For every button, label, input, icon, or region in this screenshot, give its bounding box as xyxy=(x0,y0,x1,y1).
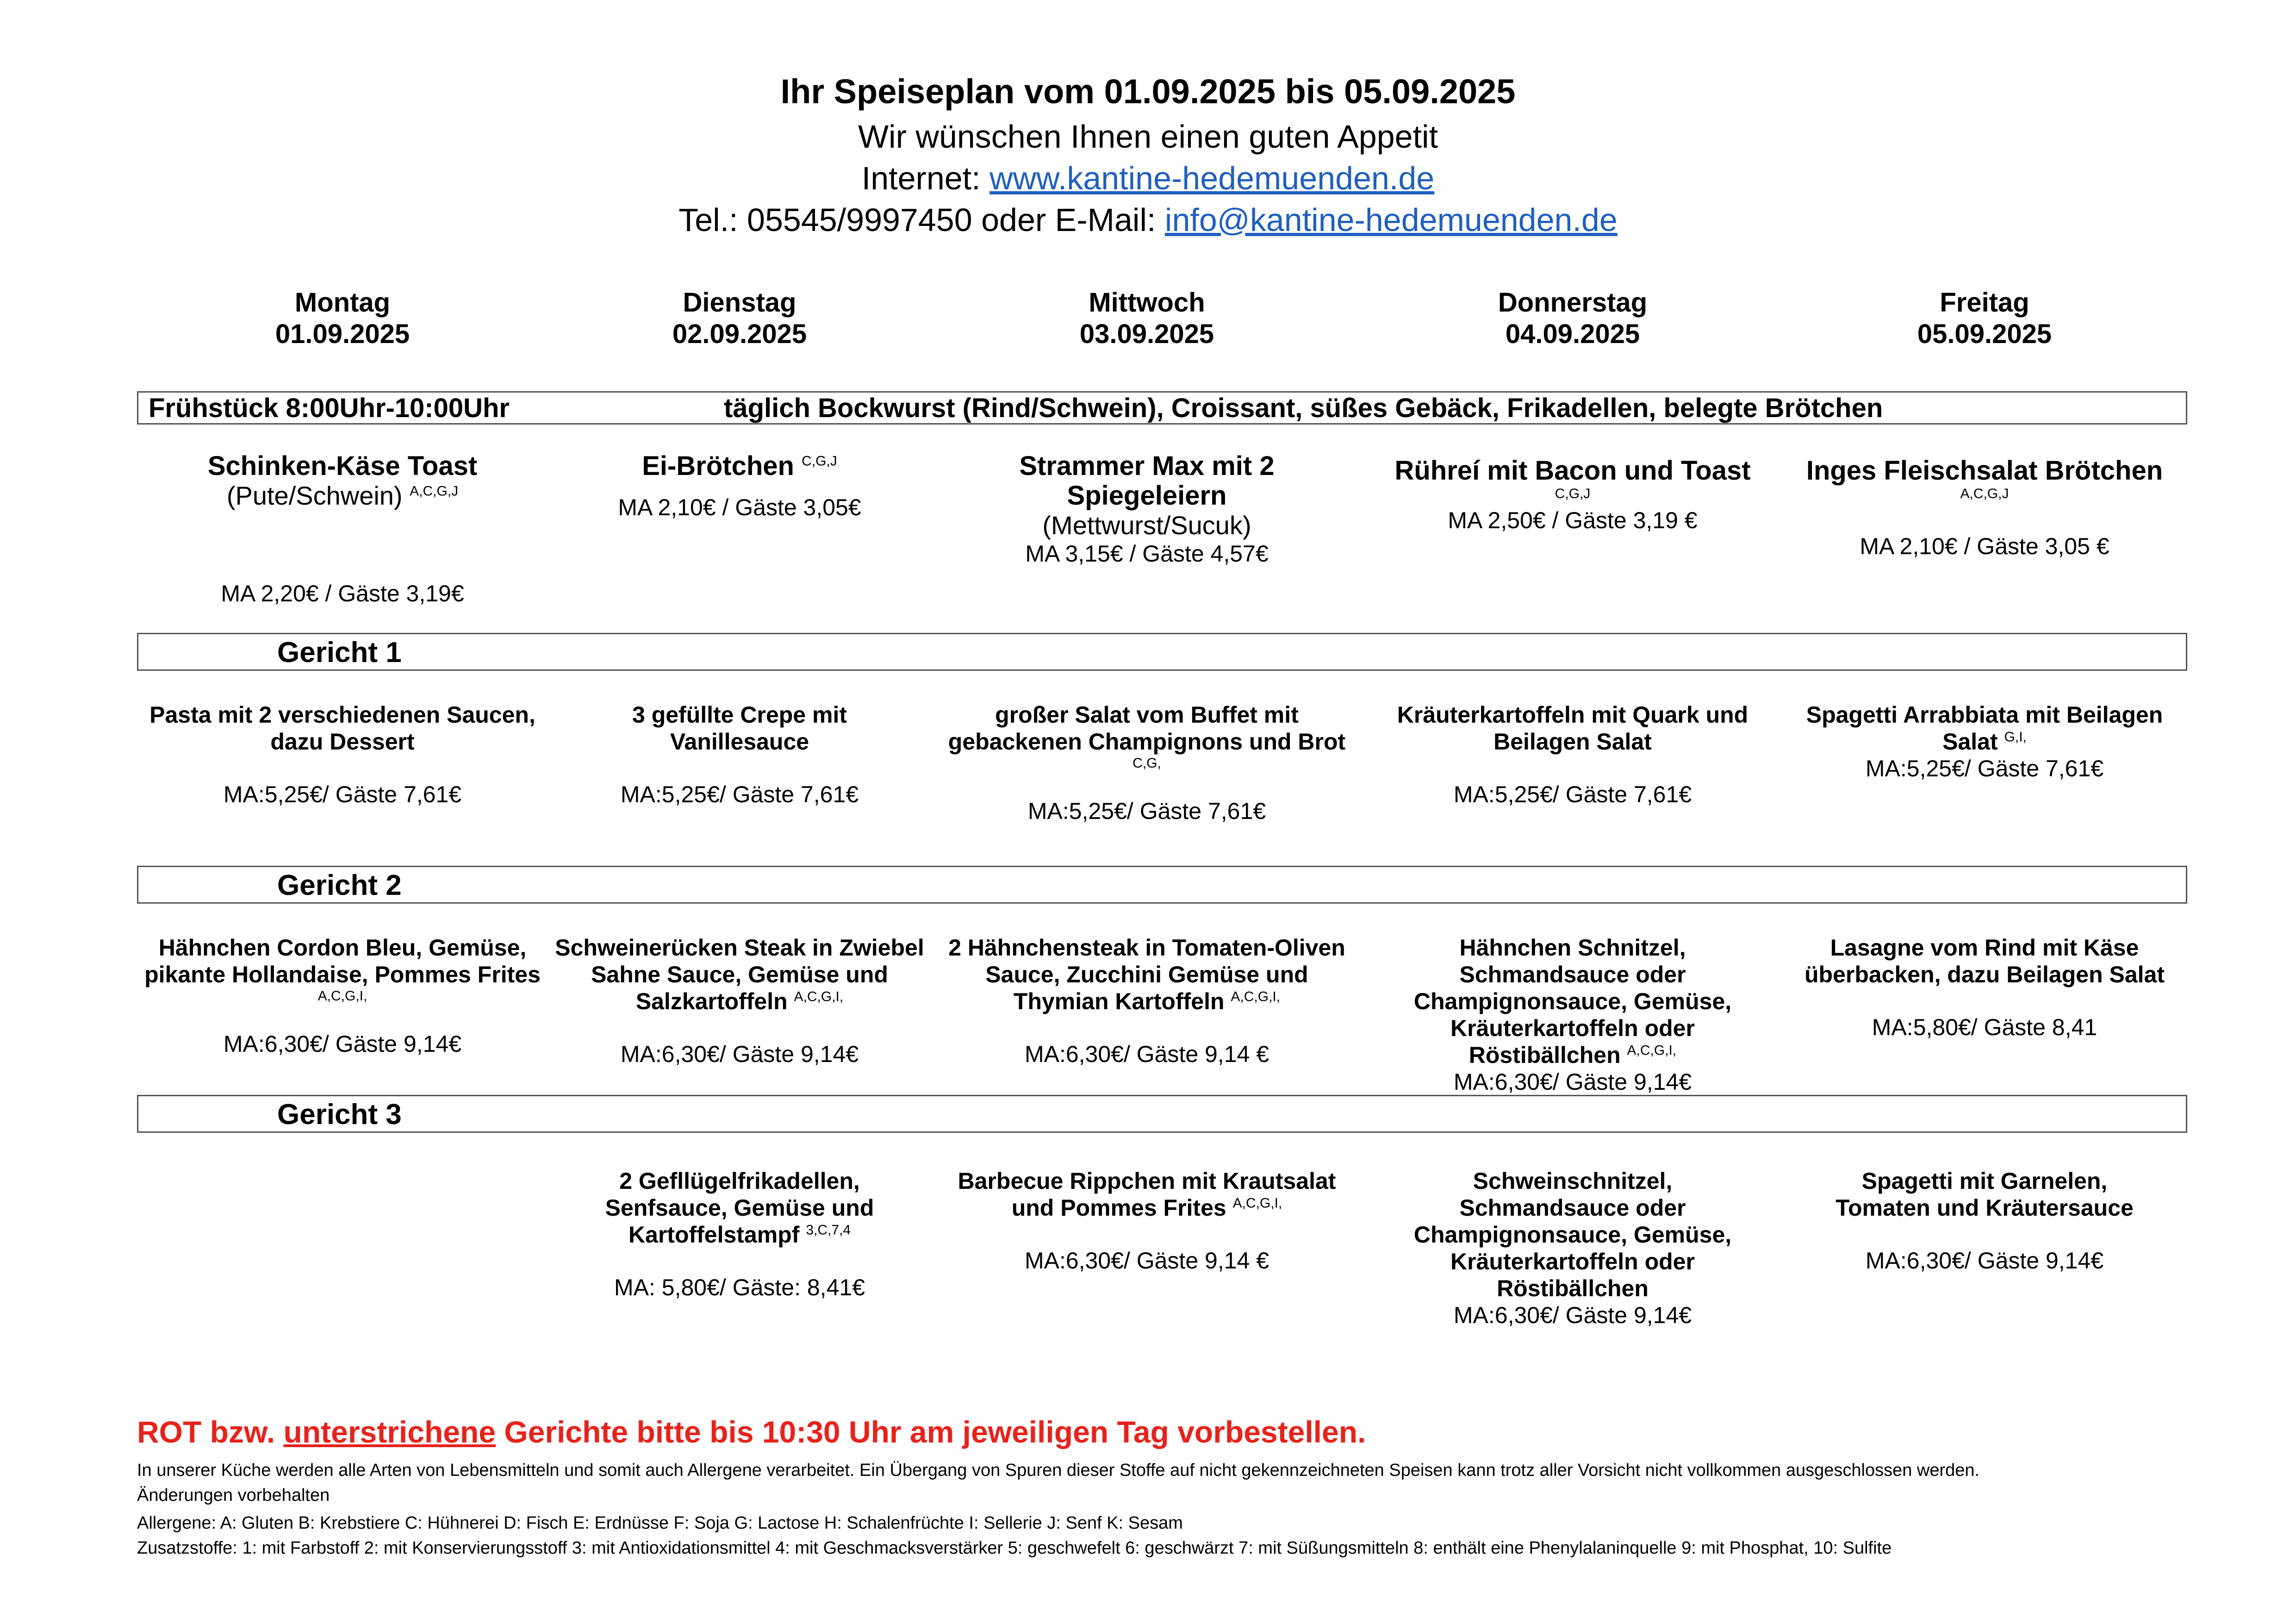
fruehstueck-item-montag xyxy=(143,451,541,607)
contact-line xyxy=(0,201,2296,238)
allergen-codes: A,C,G,J xyxy=(410,483,459,499)
dish-price: MA:5,25€/ Gäste 7,61€ xyxy=(1865,756,2104,781)
gericht-3-item-freitag xyxy=(1786,1168,2184,1274)
dish-name: Schweinerücken Steak in Zwiebel Sahne Sauce, Gemüse und Salzkartoffeln $^{A,C,G,I,}$ xyxy=(555,935,924,1014)
breakfast-bar xyxy=(137,391,2187,425)
day-header-mittwoch xyxy=(939,287,1355,350)
additives-legend: Zusatzstoffe: 1: mit Farbstoff 2: mit Konservierungsstoff 3: mit Antioxidationsmittel 4: mit Geschmacksverstärker 5: geschwefelt 6: geschwärzt 7: mit Süßungsmitteln 8: enthält eine Phenylalaninquelle 9: mit Phosphat, 10: Sulfite xyxy=(137,1538,1892,1558)
gericht-label: Gericht 2 xyxy=(277,869,402,901)
dish-price: MA:6,30€/ Gäste 9,14 € xyxy=(1024,1041,1269,1067)
gericht-3-bar xyxy=(137,1095,2187,1133)
dish-price: MA:5,25€/ Gäste 7,61€ xyxy=(223,781,462,807)
gericht-2-item-freitag xyxy=(1786,934,2184,1041)
dish-price: MA:6,30€/ Gäste 9,14€ xyxy=(223,1031,462,1057)
gericht-3-item-donnerstag xyxy=(1374,1168,1772,1329)
dish-name: Ei-Brötchen $^{C,G,J}$ xyxy=(642,451,837,481)
dish-name: Pasta mit 2 verschiedenen Saucen, dazu Dessert xyxy=(149,702,535,755)
gericht-2-bar xyxy=(137,866,2187,904)
dish-name: Rühreí mit Bacon und Toast xyxy=(1394,456,1751,486)
day-date: 01.09.2025 xyxy=(275,319,410,349)
gericht-2-item-mittwoch xyxy=(948,934,1346,1068)
dish-sub: (Pute/Schwein) $^{A,C,G,J}$ xyxy=(226,481,459,510)
dish-price: MA:6,30€/ Gäste 9,14€ xyxy=(1865,1248,2104,1274)
fruehstueck-item-freitag xyxy=(1786,456,2184,560)
dish-price: MA:6,30€/ Gäste 9,14€ xyxy=(1453,1302,1692,1328)
underlined-word: unterstrichene xyxy=(283,1415,496,1449)
gericht-1-item-mittwoch xyxy=(948,701,1346,824)
dish-name: Spagetti mit Garnelen, Tomaten und Kräutersauce xyxy=(1836,1168,2134,1221)
email-link[interactable]: info@kantine-hedemuenden.de xyxy=(1164,202,1618,238)
dish-name: Spagetti Arrabbiata mit Beilagen Salat $^{G,I,}$ xyxy=(1806,702,2163,755)
gericht-1-item-montag xyxy=(143,701,541,808)
gericht-3-item-dienstag xyxy=(541,1168,939,1301)
subtitle: Wir wünschen Ihnen einen guten Appetit xyxy=(858,119,1438,155)
allergen-codes: C,G,J xyxy=(1555,486,1591,501)
dish-price: MA:5,80€/ Gäste 8,41 xyxy=(1872,1014,2097,1040)
gericht-1-bar xyxy=(137,633,2187,671)
day-date: 04.09.2025 xyxy=(1505,319,1640,349)
fruehstueck-item-donnerstag xyxy=(1374,456,1772,534)
dish-name: Schinken-Käse Toast xyxy=(207,451,478,481)
day-name: Freitag xyxy=(1940,287,2029,318)
day-date: 03.09.2025 xyxy=(1079,319,1214,349)
contact-prefix: Tel.: 05545/9997450 oder E-Mail: xyxy=(678,202,1156,238)
dish-name: Hähnchen Cordon Bleu, Gemüse, pikante Hollandaise, Pommes Frites xyxy=(144,935,541,987)
dish-name: Schweinschnitzel, Schmandsauce oder Champignonsauce, Gemüse, Kräuterkartoffeln oder Röstibällchen xyxy=(1413,1168,1732,1301)
gericht-1-item-dienstag xyxy=(541,701,939,808)
dish-name: Barbecue Rippchen mit Krautsalat und Pommes Frites $^{A,C,G,I,}$ xyxy=(958,1168,1336,1221)
dish-name: Strammer Max mit 2 Spiegeleiern xyxy=(1019,451,1275,511)
day-header-montag xyxy=(134,287,551,350)
dish-price: MA:6,30€/ Gäste 9,14€ xyxy=(1453,1069,1692,1095)
dish-name: Lasagne vom Rind mit Käse überbacken, dazu Beilagen Salat xyxy=(1804,935,2165,987)
breakfast-label: Frühstück 8:00Uhr-10:00Uhr xyxy=(149,393,510,423)
allergen-codes: A,C,G,I, xyxy=(1231,989,1281,1005)
gericht-2-item-dienstag xyxy=(541,934,939,1068)
day-name: Mittwoch xyxy=(1089,287,1205,318)
dish-price: MA 2,10€ / Gäste 3,05 € xyxy=(1860,533,2109,559)
day-date: 05.09.2025 xyxy=(1917,319,2052,349)
dish-price: MA:6,30€/ Gäste 9,14€ xyxy=(620,1041,859,1067)
day-name: Dienstag xyxy=(683,287,796,318)
dish-name: Hähnchen Schnitzel, Schmandsauce oder Champignonsauce, Gemüse, Kräuterkartoffeln oder Röstibällchen $^{A,C,G,I,}$ xyxy=(1413,935,1732,1068)
gericht-2-item-donnerstag xyxy=(1374,934,1772,1095)
allergen-codes: A,C,G,I, xyxy=(1232,1195,1282,1211)
allergen-codes: A,C,G,I, xyxy=(1627,1043,1677,1058)
allergen-codes: A,C,G,J xyxy=(1960,486,2009,501)
dish-price: MA: 5,80€/ Gäste: 8,41€ xyxy=(614,1274,865,1300)
allergen-codes: A,C,G,I, xyxy=(317,988,367,1004)
preorder-notice: ROT bzw. unterstrichene Gerichte bitte bis 10:30 Uhr am jeweiligen Tag vorbestellen. xyxy=(137,1415,1366,1449)
dish-price: MA 2,10€ / Gäste 3,05€ xyxy=(618,494,861,520)
dish-price: MA:5,25€/ Gäste 7,61€ xyxy=(620,781,859,807)
page-title: Ihr Speiseplan vom 01.09.2025 bis 05.09.2025 xyxy=(780,72,1516,111)
gericht-2-item-montag xyxy=(143,934,541,1057)
dish-price: MA:6,30€/ Gäste 9,14 € xyxy=(1024,1248,1269,1274)
dish-price: MA:5,25€/ Gäste 7,61€ xyxy=(1453,781,1692,807)
breakfast-text: täglich Bockwurst (Rind/Schwein), Croissant, süßes Gebäck, Frikadellen, belegte Brötchen xyxy=(724,393,1883,423)
dish-price: MA 3,15€ / Gäste 4,57€ xyxy=(1025,541,1269,567)
dish-name: 2 Gefllügelfrikadellen, Senfsauce, Gemüse und Kartoffelstampf $^{3,C,7,4}$ xyxy=(605,1168,874,1248)
website-link[interactable]: www.kantine-hedemuenden.de xyxy=(989,160,1435,196)
dish-name: großer Salat vom Buffet mit gebackenen Champignons und Brot xyxy=(948,702,1346,755)
gericht-label: Gericht 1 xyxy=(277,637,402,668)
day-date: 02.09.2025 xyxy=(672,319,807,349)
gericht-1-item-freitag xyxy=(1786,701,2184,782)
dish-price: MA:5,25€/ Gäste 7,61€ xyxy=(1027,798,1266,824)
day-header-freitag xyxy=(1776,287,2193,350)
fruehstueck-item-mittwoch xyxy=(948,451,1346,567)
allergen-codes: C,G,J xyxy=(802,453,837,469)
fruehstueck-item-dienstag xyxy=(541,451,939,521)
day-name: Donnerstag xyxy=(1498,287,1648,318)
gericht-label: Gericht 3 xyxy=(277,1099,402,1131)
dish-name: 3 gefüllte Crepe mit Vanillesauce xyxy=(632,702,847,755)
changes-notice: Änderungen vorbehalten xyxy=(137,1486,330,1505)
dish-price: MA 2,50€ / Gäste 3,19 € xyxy=(1448,507,1698,533)
allergen-notice: In unserer Küche werden alle Arten von Lebensmitteln und somit auch Allergene verarbeitet. Ein Übergang von Spuren dieser Stoffe auf nicht gekennzeichneten Speisen kann trotz aller Vorsicht nicht vollkommen ausgeschlossen werden. xyxy=(137,1461,1980,1480)
gericht-1-item-donnerstag xyxy=(1374,701,1772,808)
gericht-3-item-mittwoch xyxy=(948,1168,1346,1274)
internet-label: Internet: xyxy=(861,160,981,196)
allergen-legend: Allergene: A: Gluten B: Krebstiere C: Hühnerei D: Fisch E: Erdnüsse F: Soja G: Lactose H: Schalenfrüchte I: Sellerie J: Senf K: Sesam xyxy=(137,1513,1183,1533)
internet-line xyxy=(0,160,2296,197)
allergen-codes: 3,C,7,4 xyxy=(806,1222,851,1238)
day-header-donnerstag xyxy=(1364,287,1781,350)
dish-price: MA 2,20€ / Gäste 3,19€ xyxy=(221,581,464,606)
dish-name: Kräuterkartoffeln mit Quark und Beilagen Salat xyxy=(1397,702,1748,755)
dish-name: Inges Fleischsalat Brötchen xyxy=(1806,456,2163,486)
dish-name: 2 Hähnchensteak in Tomaten-Oliven Sauce, Zucchini Gemüse und Thymian Kartoffeln $^{A,C,G,I,}$ xyxy=(948,935,1345,1014)
allergen-codes: C,G, xyxy=(1132,756,1161,771)
day-header-dienstag xyxy=(531,287,948,350)
day-name: Montag xyxy=(294,287,391,318)
allergen-codes: A,C,G,I, xyxy=(794,989,844,1005)
allergen-codes: G,I, xyxy=(2004,729,2027,745)
dish-sub: (Mettwurst/Sucuk) xyxy=(1042,511,1251,540)
